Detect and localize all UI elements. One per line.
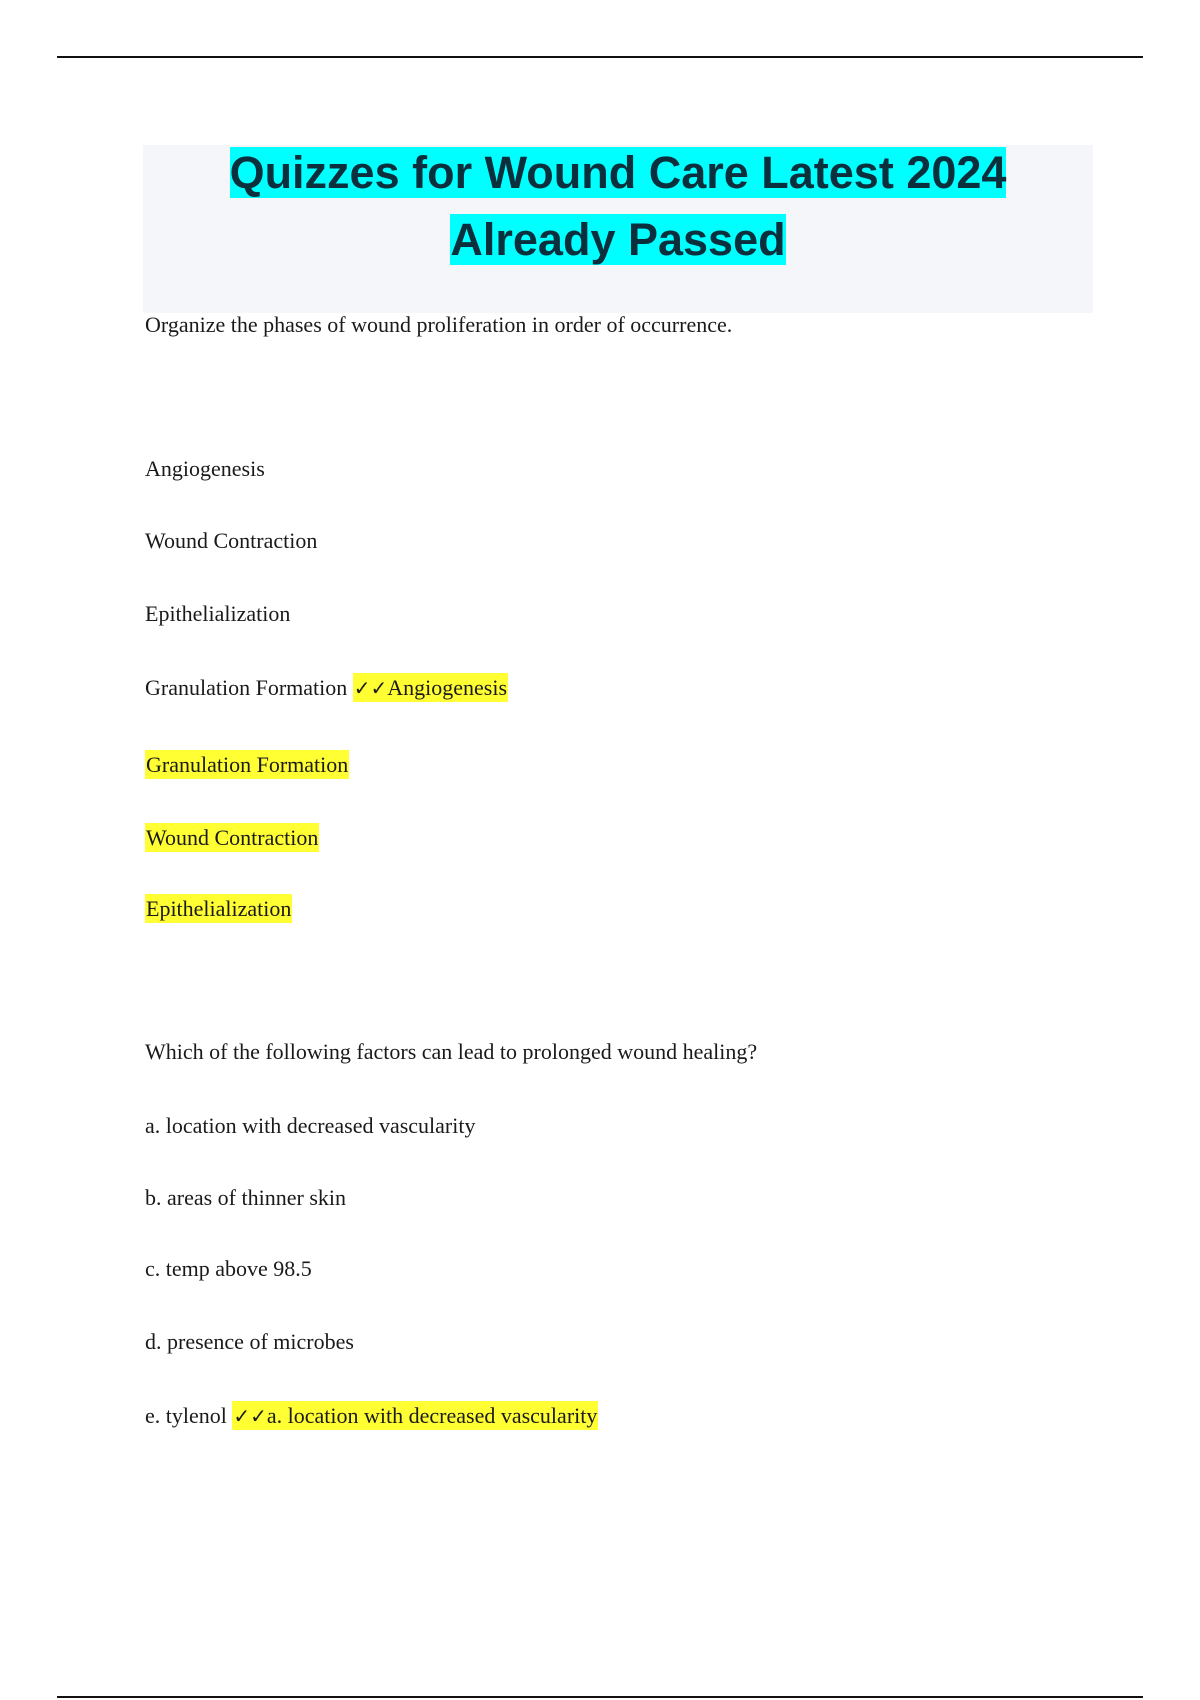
question-1-option-3: Epithelialization bbox=[145, 601, 291, 626]
question-1-answer-4-line bbox=[145, 896, 292, 922]
question-1-answer-1-highlight bbox=[353, 673, 508, 702]
double-check-icon: ✓✓ bbox=[233, 1404, 267, 1428]
question-1-option-4: Granulation Formation bbox=[145, 675, 348, 700]
bottom-rule bbox=[57, 1696, 1143, 1698]
question-1-answer-1: Angiogenesis bbox=[387, 675, 508, 700]
question-2-option-e: e. tylenol bbox=[145, 1403, 227, 1428]
question-1-option-2: Wound Contraction bbox=[145, 528, 318, 553]
title-block bbox=[143, 145, 1093, 313]
question-1-prompt: Organize the phases of wound proliferation in order of occurrence. bbox=[145, 312, 733, 337]
question-1-answer-2-line bbox=[145, 752, 349, 778]
question-2-option-d: d. presence of microbes bbox=[145, 1329, 354, 1354]
question-2-option-a: a. location with decreased vascularity bbox=[145, 1113, 476, 1138]
question-1-answer-3: Wound Contraction bbox=[146, 825, 319, 850]
question-2-prompt: Which of the following factors can lead to prolonged wound healing? bbox=[145, 1039, 758, 1064]
question-2-answer: a. location with decreased vascularity bbox=[266, 1403, 598, 1428]
question-2-option-b: b. areas of thinner skin bbox=[145, 1185, 346, 1210]
title-line-2 bbox=[143, 212, 1093, 279]
question-2-option-c: c. temp above 98.5 bbox=[145, 1256, 312, 1281]
question-1-answer-2: Granulation Formation bbox=[146, 752, 349, 777]
question-2-answer-highlight bbox=[232, 1401, 598, 1430]
question-1-option-1: Angiogenesis bbox=[145, 456, 265, 481]
page-title-line-2: Already Passed bbox=[450, 214, 786, 265]
page-title-line-1: Quizzes for Wound Care Latest 2024 bbox=[229, 147, 1007, 198]
question-2-option-e-line bbox=[145, 1403, 598, 1429]
double-check-icon: ✓✓ bbox=[353, 676, 388, 700]
question-1-option-4-line bbox=[145, 675, 508, 701]
top-rule bbox=[57, 56, 1143, 58]
title-line-1 bbox=[143, 145, 1093, 212]
question-1-answer-4: Epithelialization bbox=[146, 896, 292, 921]
question-1-answer-3-line bbox=[145, 825, 319, 851]
